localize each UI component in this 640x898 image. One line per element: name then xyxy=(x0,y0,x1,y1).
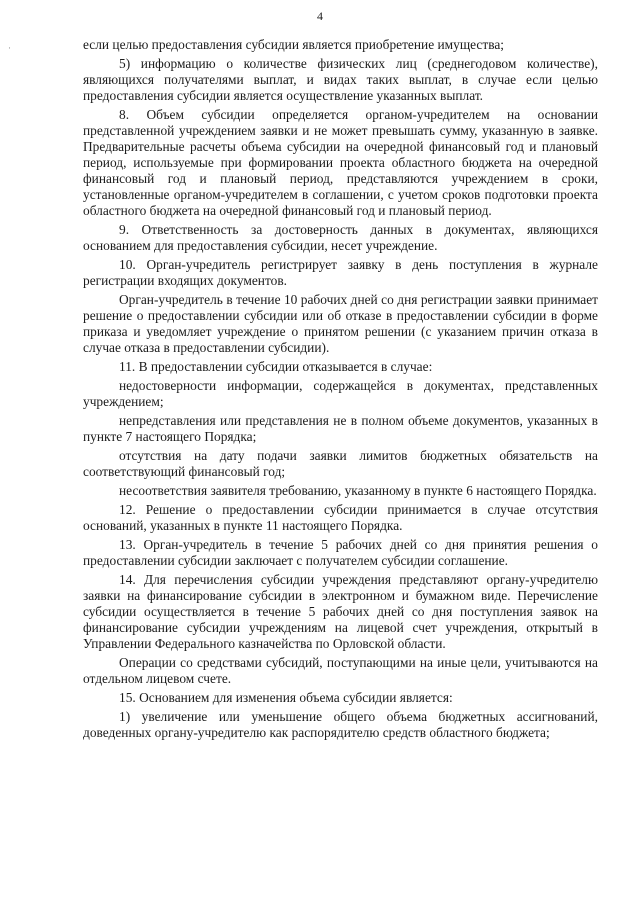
page-number: 4 xyxy=(317,9,323,23)
paragraph: 8. Объем субсидии определяется органом-учредителем на основании представленной учреждением заявки и не может превышать сумму, указанную в заявке. Предварительные расчеты объема субсидии на очередной финансовый год и плановый период, используемые при формировании проекта областного бюджета на очередной финансовый год и плановый период, представляются учреждением в сроки, установленные органом-учредителем в соглашении, с учетом сроков подготовки проекта областного бюджета на очередной финансовый год и плановый период. xyxy=(83,107,598,218)
paragraph: 15. Основанием для изменения объема субсидии является: xyxy=(119,690,453,705)
paragraph: 12. Решение о предоставлении субсидии принимается в случае отсутствия оснований, указанных в пункте 11 настоящего Порядка. xyxy=(83,502,598,533)
document-body xyxy=(83,37,598,744)
paragraph: 11. В предоставлении субсидии отказывается в случае: xyxy=(119,359,433,374)
scan-mark: · xyxy=(8,43,11,53)
paragraph: если целью предоставления субсидии является приобретение имущества; xyxy=(83,37,505,52)
paragraph: 14. Для перечисления субсидии учреждения представляют органу-учредителю заявки на финансирование субсидии в электронном и бумажном виде. Перечисление субсидии осуществляется в течение 5 рабочих дней со дня поступления заявок на финансирование субсидии учреждениям на лицевой счет учреждения, открытый в Управлении Федерального казначейства по Орловской области. xyxy=(83,572,598,651)
paragraph: непредставления или представления не в полном объеме документов, указанных в пункте 7 настоящего Порядка; xyxy=(83,413,598,444)
paragraph: 10. Орган-учредитель регистрирует заявку в день поступления в журнале регистрации входящих документов. xyxy=(83,257,598,288)
paragraph: отсутствия на дату подачи заявки лимитов бюджетных обязательств на соответствующий финансовый год; xyxy=(83,448,598,479)
paragraph: Операции со средствами субсидий, поступающими на иные цели, учитываются на отдельном лицевом счете. xyxy=(83,655,598,686)
paragraph: 1) увеличение или уменьшение общего объема бюджетных ассигнований, доведенных органу-учредителю как распорядителю средств областного бюджета; xyxy=(83,709,598,740)
paragraph: недостоверности информации, содержащейся в документах, представленных учреждением; xyxy=(83,378,598,409)
paragraph: 5) информацию о количестве физических лиц (среднегодовом количестве), являющихся получателями выплат, и видах таких выплат, в случае если целью предоставления субсидии является осуществление указанных выплат. xyxy=(83,56,598,103)
paragraph: 13. Орган-учредитель в течение 5 рабочих дней со дня принятия решения о предоставлении субсидии заключает с получателем субсидии соглашение. xyxy=(83,537,598,568)
paragraph: 9. Ответственность за достоверность данных в документах, являющихся основанием для предоставления субсидии, несет учреждение. xyxy=(83,222,598,253)
paragraph: несоответствия заявителя требованию, указанному в пункте 6 настоящего Порядка. xyxy=(119,483,597,498)
paragraph: Орган-учредитель в течение 10 рабочих дней со дня регистрации заявки принимает решение о предоставлении субсидии или об отказе в предоставлении субсидии в форме приказа и уведомляет учреждение о принятом решении (с указанием причин отказа в случае отказа в предоставлении субсидии). xyxy=(83,292,598,355)
